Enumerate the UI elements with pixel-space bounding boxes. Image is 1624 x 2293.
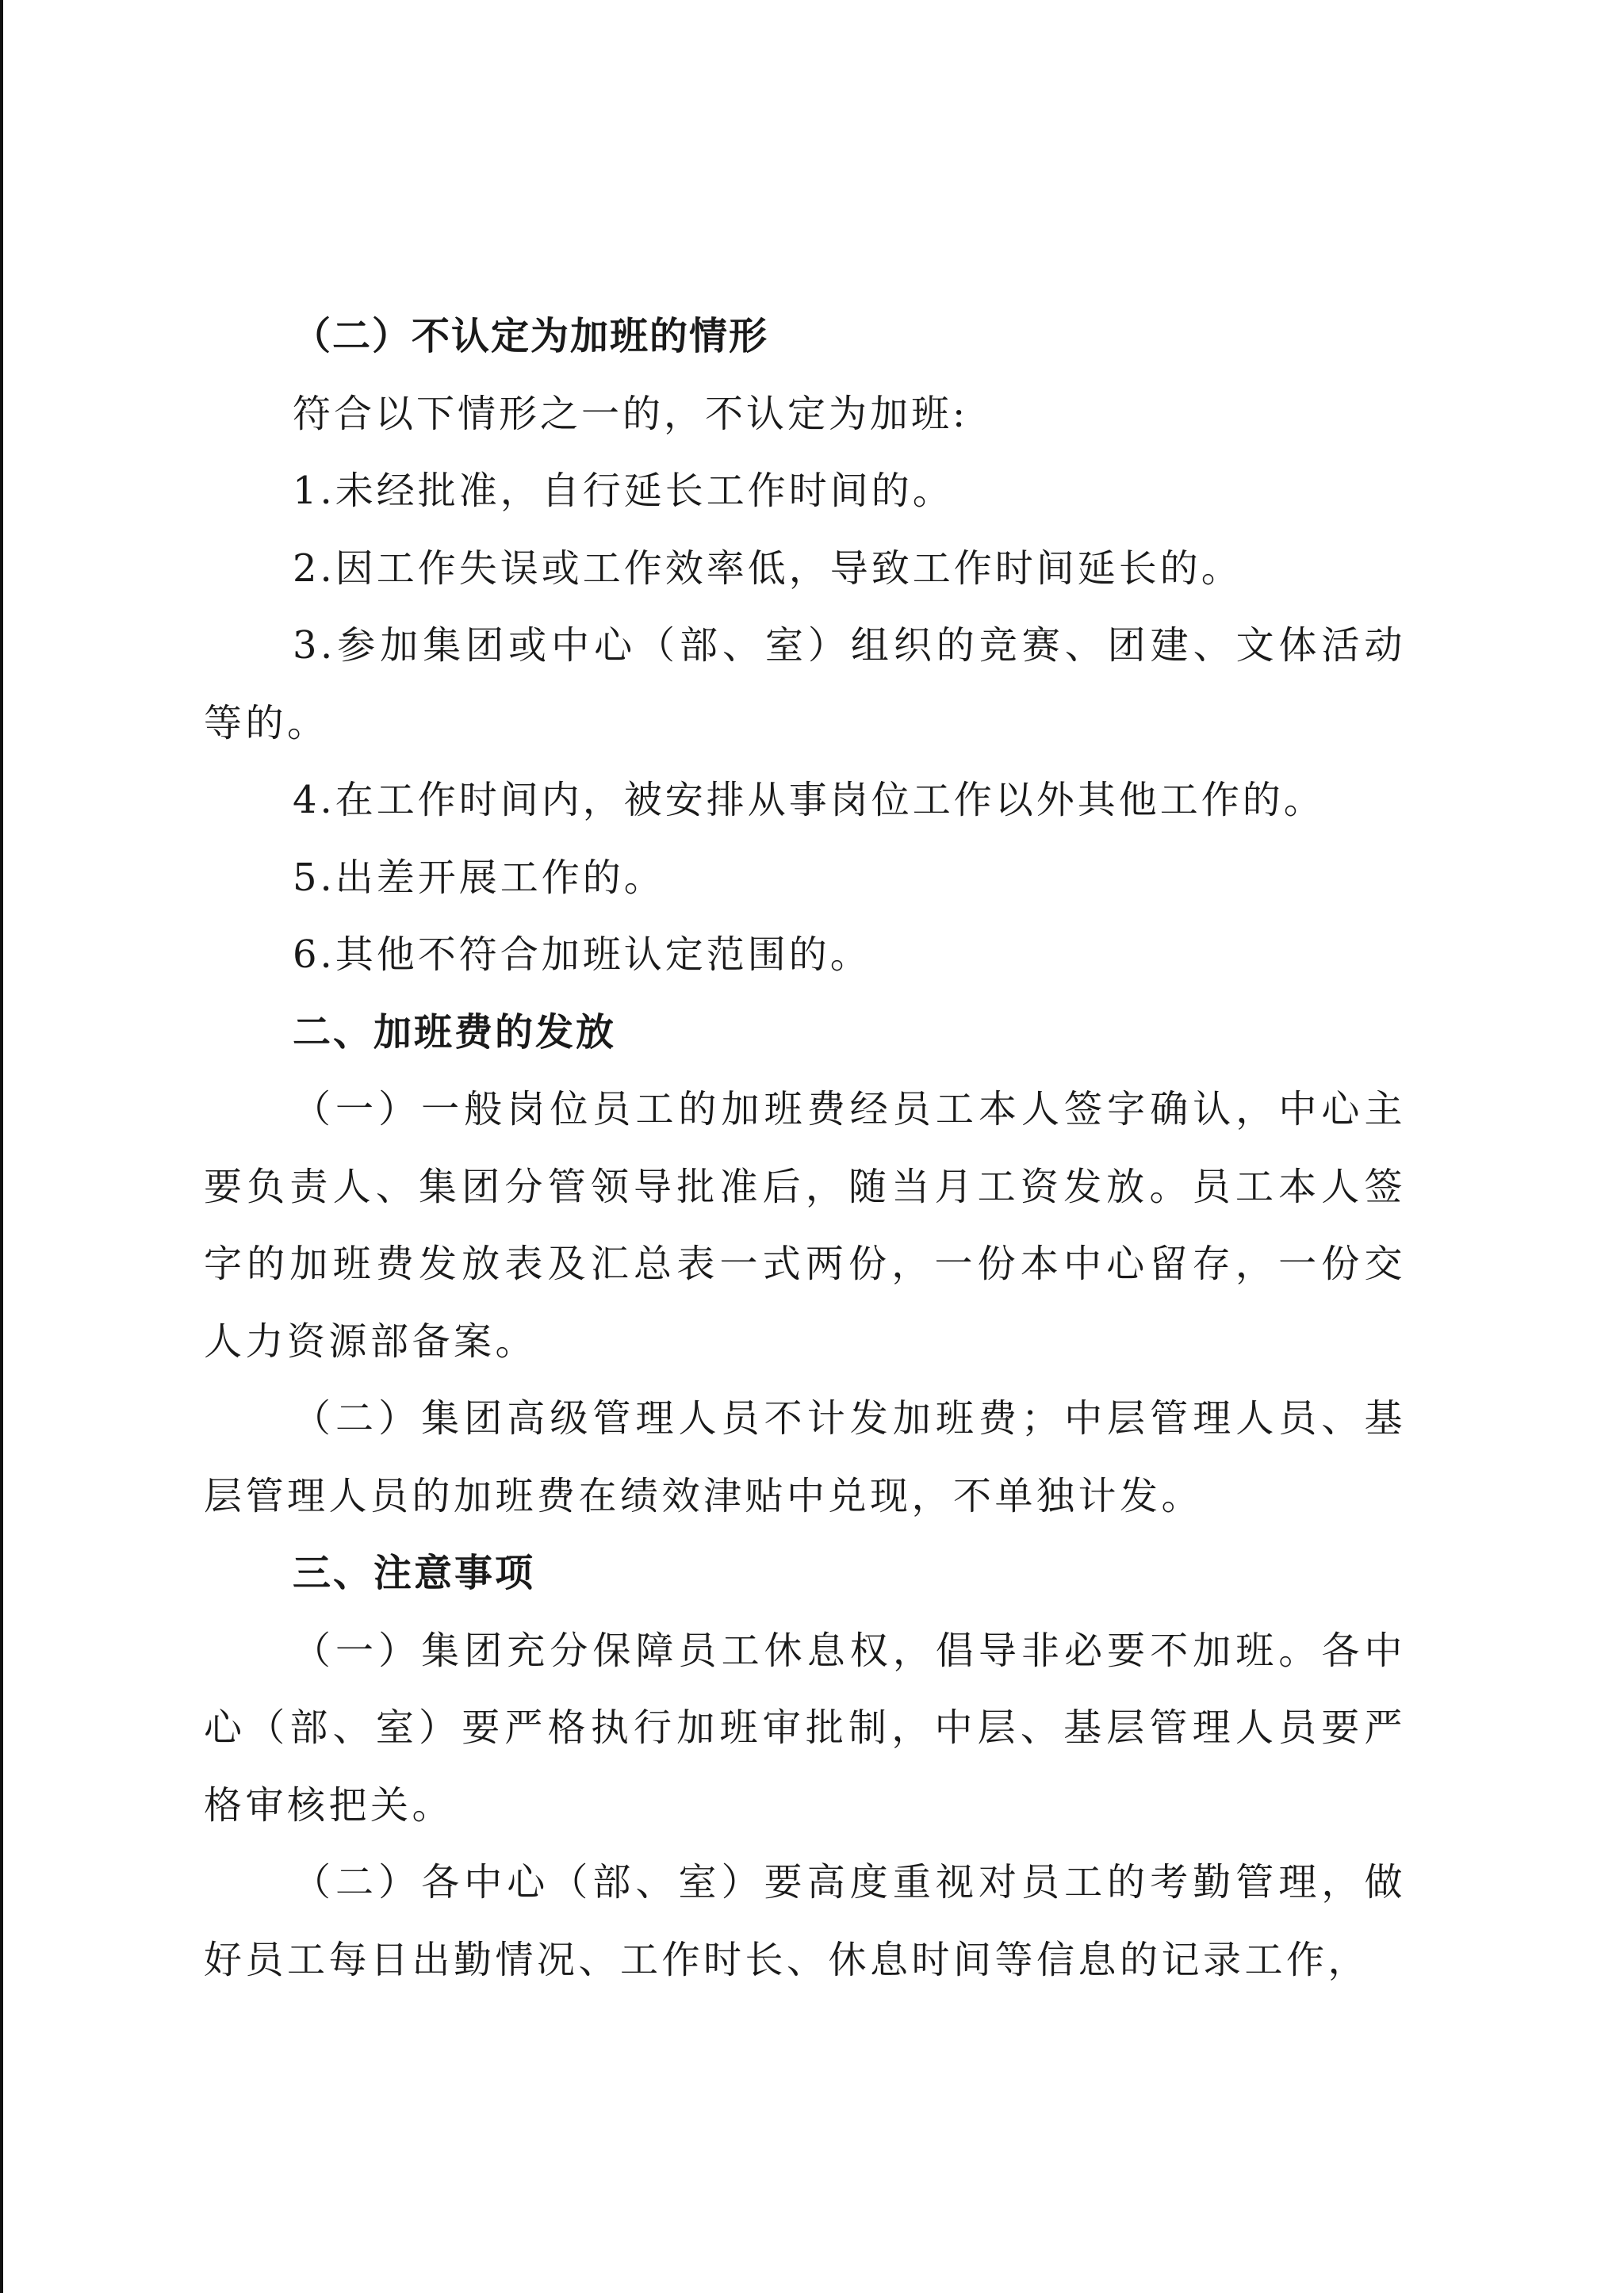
section2-paragraph-1: （一）一般岗位员工的加班费经员工本人签字确认，中心主要负责人、集团分管领导批准后，随当月工资发放。员工本人签字的加班费发放表及汇总表一式两份，一份本中心留存，一份交人力资源部备案。 xyxy=(204,1087,1406,1364)
list-item-3: 3.参加集团或中心（部、室）组织的竞赛、团建、文体活动等的。 xyxy=(204,623,1406,745)
section2-paragraph-2: （二）集团高级管理人员不计发加班费；中层管理人员、基层管理人员的加班费在绩效津贴中兑现，不单独计发。 xyxy=(204,1396,1406,1518)
list-item-4: 4.在工作时间内，被安排从事岗位工作以外其他工作的。 xyxy=(293,778,1325,822)
list-item-5: 5.出差开展工作的。 xyxy=(293,855,665,900)
section3-paragraph-2: （二）各中心（部、室）要高度重视对员工的考勤管理，做好员工每日出勤情况、工作时长、休息时间等信息的记录工作， xyxy=(204,1860,1406,1982)
list-item-2: 2.因工作失误或工作效率低，导致工作时间延长的。 xyxy=(293,545,1243,591)
list-item-6: 6.其他不符合加班认定范围的。 xyxy=(293,932,871,977)
heading-notes: 三、注意事项 xyxy=(293,1551,536,1595)
scan-edge xyxy=(0,0,3,2293)
list-item-1: 1.未经批准，自行延长工作时间的。 xyxy=(293,469,954,513)
intro-line: 符合以下情形之一的，不认定为加班: xyxy=(293,391,969,436)
section3-paragraph-1: （一）集团充分保障员工休息权，倡导非必要不加班。各中心（部、室）要严格执行加班审批制，中层、基层管理人员要严格审核把关。 xyxy=(204,1628,1406,1828)
document-body xyxy=(204,298,1406,1999)
heading-overtime-pay: 二、加班费的发放 xyxy=(293,1009,617,1055)
subheading-not-overtime: （二）不认定为加班的情形 xyxy=(293,314,769,358)
